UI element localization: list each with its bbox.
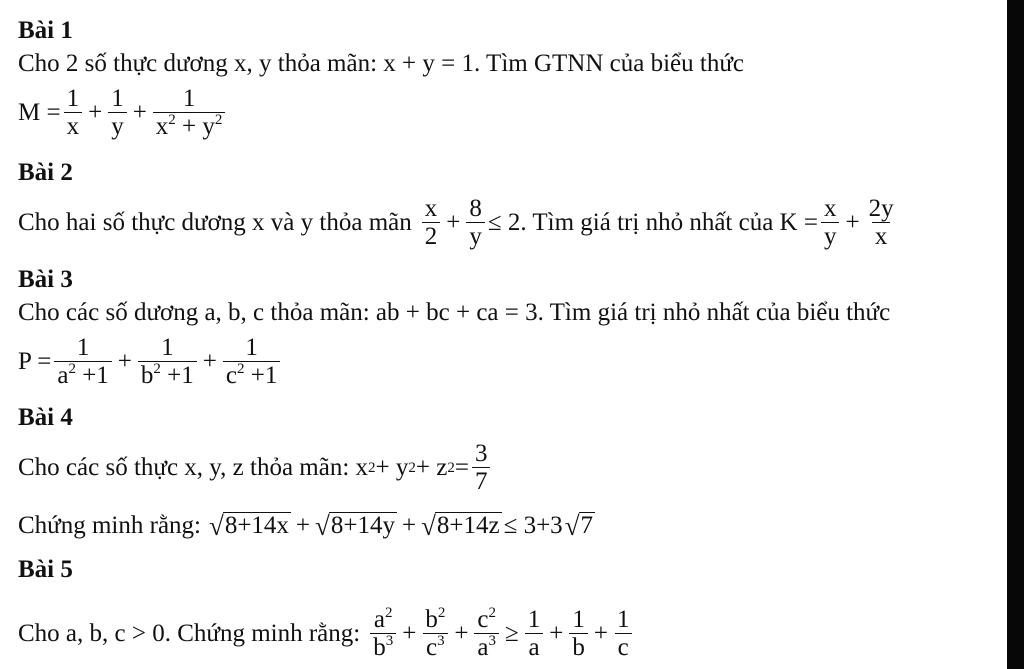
fraction: $\frac{1}{y}$ — [108, 86, 127, 140]
problem-1-heading: Bài 1 — [18, 17, 73, 44]
square-root: √ 8+14z — [421, 511, 500, 541]
problem-2-statement: Cho hai số thực dương x và y thỏa mãn $\frac{x}{2}$ + $\frac{8}{y}$ ≤ 2 . Tìm giá trị nhỏ nhất của K = $\frac{x}{y}$ + $\frac{2y}{x}$ — [18, 196, 900, 250]
fraction: $\frac{1}{x}$ — [64, 86, 83, 140]
fraction: $\frac{2y}{x}$ — [868, 195, 894, 250]
fraction: $\frac{1}{b^2 +1}$ — [138, 335, 197, 389]
fraction: $\frac{c^2}{a^3}$ — [474, 607, 499, 661]
problem-5-statement: Cho a, b, c > 0. Chứng minh rằng: $\frac{a^2}{b^3}$ + $\frac{b^2}{c^3}$ + $\frac{c^2}{a^3}$ ≥ $\frac{1}{a}$ + $\frac{1}{b}$ + $\frac{1}{c}$ — [18, 607, 635, 661]
fraction: $\frac{1}{c^2 +1}$ — [223, 335, 280, 389]
fraction: $\frac{x}{y}$ — [821, 196, 840, 250]
fraction: $\frac{b^2}{c^3}$ — [422, 607, 448, 661]
problem-1-expression: M = $\frac{1}{x}$ + $\frac{1}{y}$ + $\frac{1}{x^2 + y^2}$ — [18, 86, 228, 140]
fraction: $\frac{1}{x^2 + y^2}$ — [153, 86, 226, 140]
square-root: √ 7 — [564, 511, 594, 541]
square-root: √ 8+14y — [315, 511, 395, 541]
fraction: $\frac{1}{b}$ — [569, 607, 588, 661]
problem-3-heading: Bài 3 — [18, 266, 73, 293]
problem-4-proof-statement: Chứng minh rằng: √ 8+14x + √ 8+14y + √ 8+14z ≤ 3+3 √ 7 — [18, 511, 594, 541]
problem-3-expression: P = $\frac{1}{a^2 +1}$ + $\frac{1}{b^2 +1}$ + $\frac{1}{c^2 +1}$ — [18, 335, 283, 389]
fraction: $\frac{8}{y}$ — [466, 196, 485, 250]
problem-5-heading: Bài 5 — [18, 556, 73, 583]
fraction: $\frac{a^2}{b^3}$ — [370, 607, 396, 661]
fraction: $\frac{3}{7}$ — [472, 441, 491, 495]
problem-1-statement: Cho 2 số thực dương x, y thỏa mãn: x + y = 1. Tìm GTNN của biểu thức — [18, 50, 744, 77]
problem-4-heading: Bài 4 — [18, 404, 73, 431]
fraction: $\frac{x}{2}$ — [422, 196, 441, 250]
problem-2-heading: Bài 2 — [18, 159, 73, 186]
square-root: √ 8+14x — [208, 511, 289, 541]
fraction: $\frac{1}{a}$ — [525, 607, 544, 661]
fraction: $\frac{1}{a^2 +1}$ — [54, 335, 111, 389]
right-edge-strip — [1007, 0, 1024, 669]
problem-4-statement: Cho các số thực x, y, z thỏa mãn: x 2 + y 2 + z 2 = $\frac{3}{7}$ — [18, 441, 493, 495]
fraction: $\frac{1}{c}$ — [614, 607, 633, 661]
problem-3-statement: Cho các số dương a, b, c thỏa mãn: ab + bc + ca = 3. Tìm giá trị nhỏ nhất của biểu thức — [18, 299, 891, 326]
